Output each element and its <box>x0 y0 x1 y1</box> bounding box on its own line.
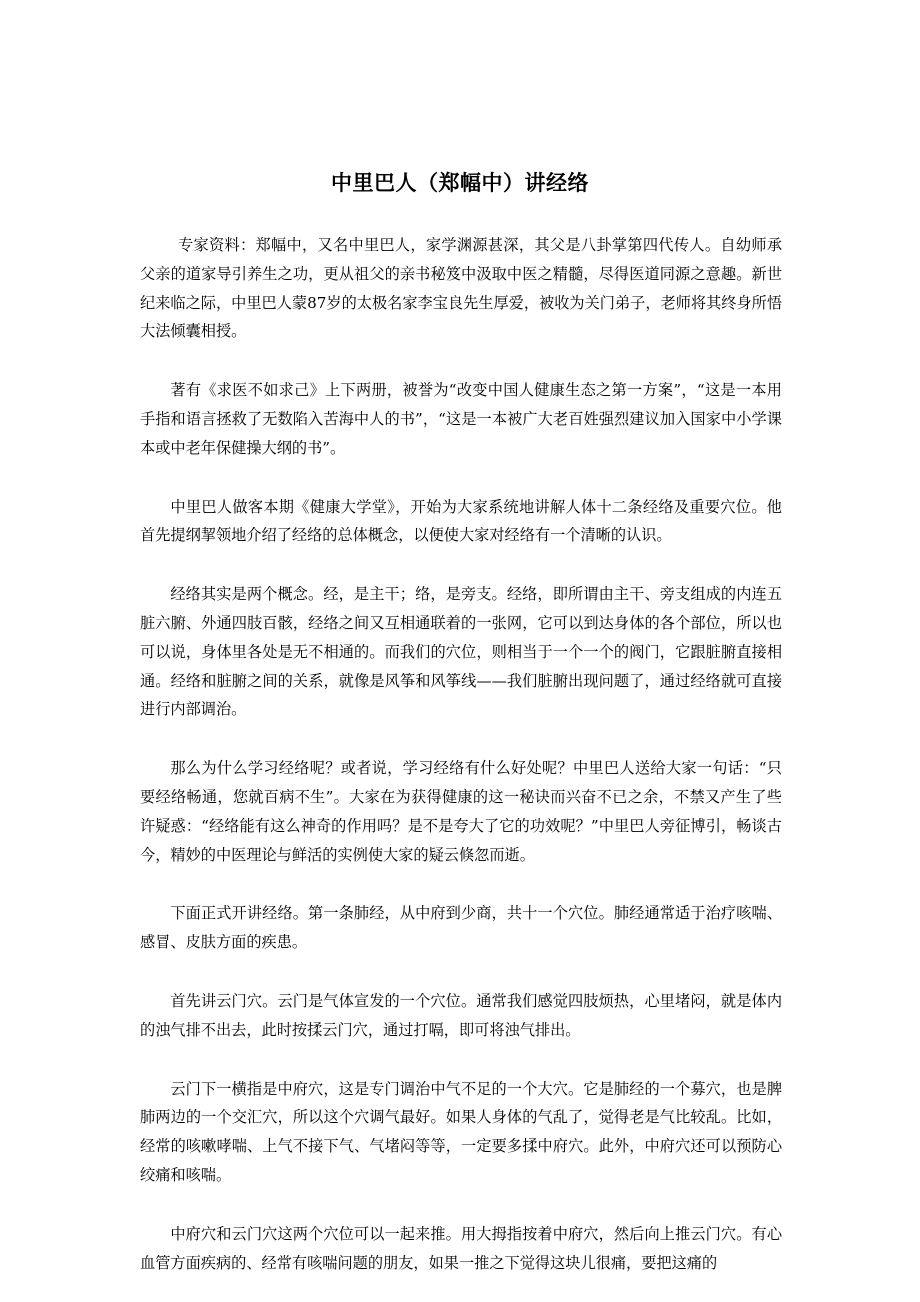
document-body <box>140 231 782 1277</box>
paragraph-books: 著有《求医不如求己》上下两册，被誉为“改变中国人健康生态之第一方案”，“这是一本用手指和语言拯救了无数陷入苦海中人的书”，“这是一本被广大老百姓强烈建议加入国家中小学课本或中老年保健操大纲的书”。 <box>140 381 782 457</box>
paragraph-meridian-concept: 经络其实是两个概念。经，是主干；络，是旁支。经络，即所谓由主干、旁支组成的内连五脏六腑、外通四肢百骸，经络之间又互相通联着的一张网，它可以到达身体的各个部位，所以也可以说，身体里各处是无不相通的。而我们的穴位，则相当于一个一个的阀门，它跟脏腑直接相通。经络和脏腑之间的关系，就像是风筝和风筝线——我们脏腑出现问题了，通过经络就可直接进行内部调治。 <box>140 585 782 719</box>
paragraph-program-intro: 中里巴人做客本期《健康大学堂》，开始为大家系统地讲解人体十二条经络及重要穴位。他首先提纲挈领地介绍了经络的总体概念，以便使大家对经络有一个清晰的认识。 <box>140 497 782 545</box>
paragraph-why-learn: 那么为什么学习经络呢？或者说，学习经络有什么好处呢？中里巴人送给大家一句话：“只要经络畅通，您就百病不生”。大家在为获得健康的这一秘诀而兴奋不已之余，不禁又产生了些许疑惑：“经络能有这么神奇的作用吗？是不是夸大了它的功效呢？”中里巴人旁征博引，畅谈古今，精妙的中医理论与鲜活的实例使大家的疑云倏忽而逝。 <box>140 759 782 864</box>
document-title: 中里巴人（郑幅中）讲经络 <box>331 171 589 195</box>
paragraph-zhongfu-point: 云门下一横指是中府穴，这是专门调治中气不足的一个大穴。它是肺经的一个募穴，也是脾肺两边的一个交汇穴，所以这个穴调气最好。如果人身体的气乱了，觉得老是气比较乱。比如，经常的咳嗽哮喘、上气不接下气、气堵闷等等，一定要多揉中府穴。此外，中府穴还可以预防心绞痛和咳喘。 <box>140 1079 782 1184</box>
paragraph-lung-meridian: 下面正式开讲经络。第一条肺经，从中府到少商，共十一个穴位。肺经通常适于治疗咳喘、感冒、皮肤方面的疾患。 <box>140 904 782 952</box>
paragraph-expert-profile: 专家资料：郑幅中，又名中里巴人，家学渊源甚深，其父是八卦掌第四代传人。自幼师承父亲的道家导引养生之功，更从祖父的亲书秘笈中汲取中医之精髓，尽得医道同源之意趣。新世纪来临之际，中里巴人蒙87岁的太极名家李宝良先生厚爱，被收为关门弟子，老师将其终身所悟大法倾囊相授。 <box>140 236 783 341</box>
paragraph-pushing-method: 中府穴和云门穴这两个穴位可以一起来推。用大拇指按着中府穴，然后向上推云门穴。有心血管方面疾病的、经常有咳喘问题的朋友，如果一推之下觉得这块儿很痛，要把这痛的 <box>140 1224 782 1272</box>
paragraph-yunmen-point: 首先讲云门穴。云门是气体宣发的一个穴位。通常我们感觉四肢烦热，心里堵闷，就是体内的浊气排不出去，此时按揉云门穴，通过打嗝，即可将浊气排出。 <box>140 991 782 1039</box>
